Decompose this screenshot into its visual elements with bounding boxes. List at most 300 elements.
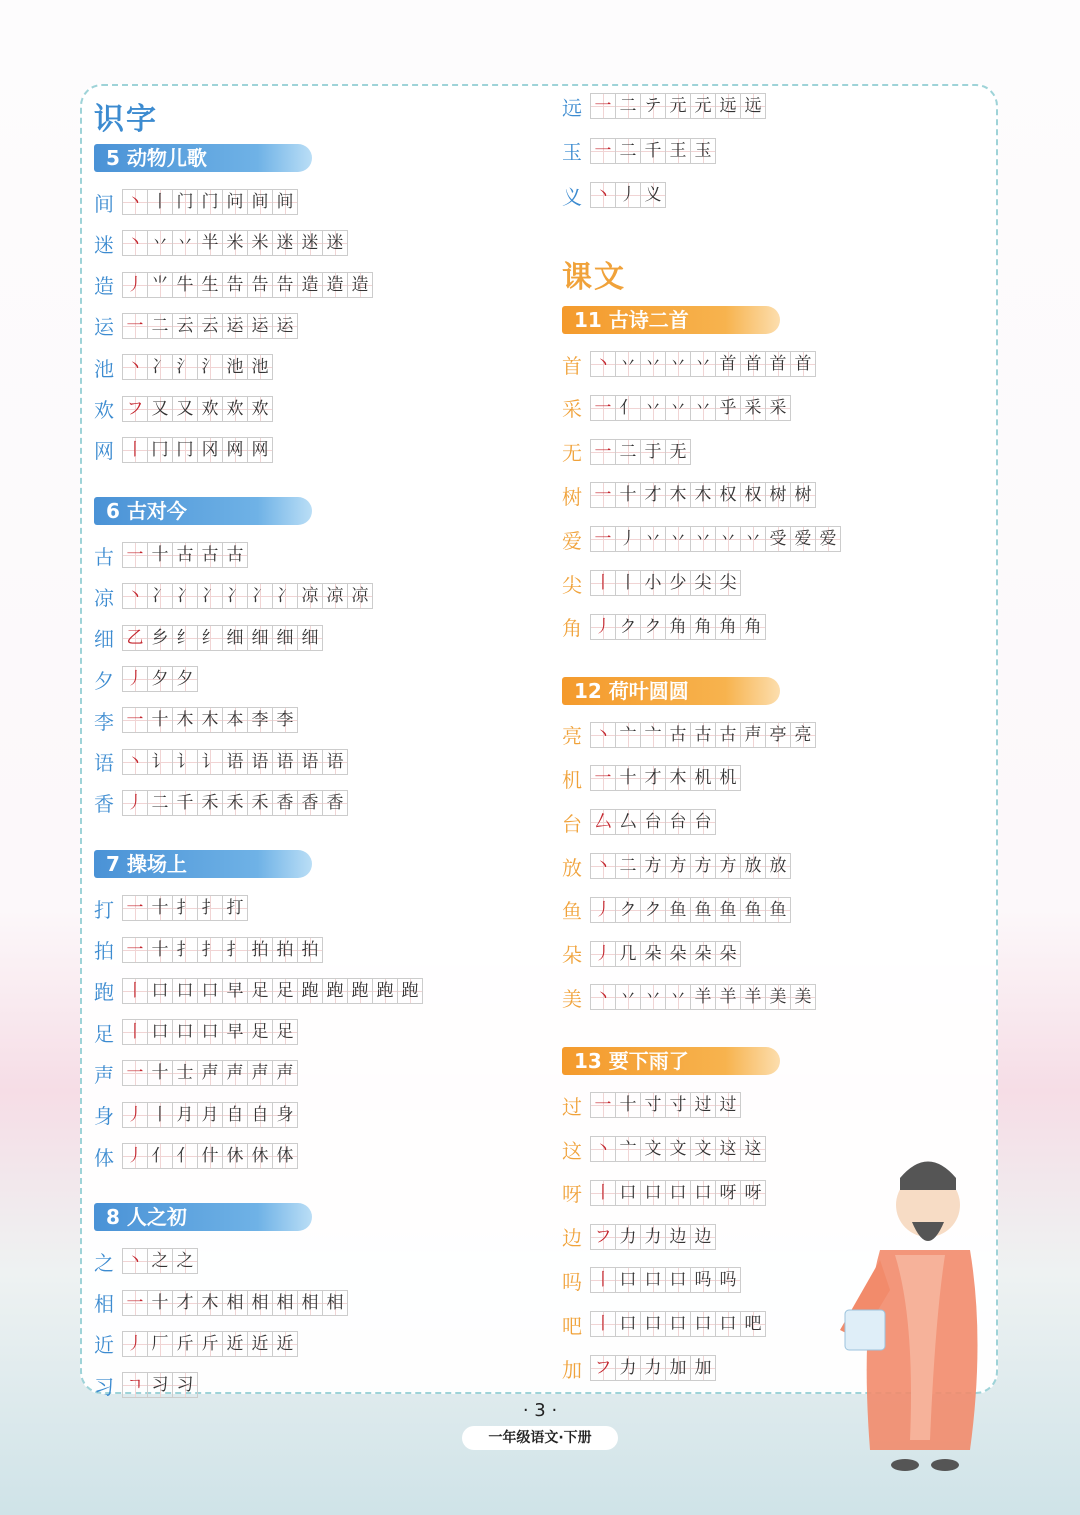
char-label: 呀 [562, 1182, 582, 1207]
stroke-cell: フ [122, 396, 148, 422]
stroke-cell: 丷 [740, 526, 766, 552]
stroke-cell: 丷 [665, 526, 691, 552]
stroke-cell: フ [590, 1224, 616, 1250]
stroke-cell: 朵 [640, 941, 666, 967]
stroke-cell: 口 [147, 1019, 173, 1045]
stroke-cell: 丶 [122, 230, 148, 256]
char-label: 过 [562, 1094, 582, 1119]
stroke-cell: 口 [615, 1311, 641, 1337]
stroke-cell: 元 [690, 93, 716, 119]
stroke-cell: 口 [640, 1311, 666, 1337]
stroke-cell: 古 [665, 722, 691, 748]
stroke-cell: 米 [247, 230, 273, 256]
stroke-cell: 于 [640, 439, 666, 465]
char-label: 台 [562, 811, 582, 836]
stroke-cell: 拍 [247, 937, 273, 963]
stroke-cell: 丨 [147, 189, 173, 215]
char-label: 角 [562, 616, 582, 641]
char-row [558, 1354, 716, 1382]
stroke-cell: 语 [222, 749, 248, 775]
stroke-cell: 力 [615, 1355, 641, 1381]
stroke-cell: 一 [122, 937, 148, 963]
stroke-cell: 远 [715, 93, 741, 119]
stroke-cell: 扌 [222, 937, 248, 963]
lesson-banner: 12 荷叶圆圆 [562, 677, 780, 705]
stroke-cell: 丷 [665, 395, 691, 421]
stroke-cell: 羊 [690, 984, 716, 1010]
char-label: 池 [94, 356, 114, 381]
stroke-cell: 文 [665, 1136, 691, 1162]
stroke-cell: 文 [640, 1136, 666, 1162]
stroke-cell: 二 [615, 138, 641, 164]
stroke-cell: 丷 [640, 984, 666, 1010]
stroke-cell: 权 [740, 482, 766, 508]
char-label: 朵 [562, 943, 582, 968]
stroke-cell: 亻 [172, 1143, 198, 1169]
char-label: 爱 [562, 528, 582, 553]
char-label: 亮 [562, 724, 582, 749]
lesson-banner: 6 古对今 [94, 497, 312, 525]
stroke-cell: 什 [197, 1143, 223, 1169]
stroke-cell: 王 [665, 138, 691, 164]
stroke-cell: 李 [247, 707, 273, 733]
stroke-cell: 月 [197, 1102, 223, 1128]
stroke-cell: 丿 [122, 1331, 148, 1357]
stroke-cell: 鱼 [740, 897, 766, 923]
stroke-cell: 亻 [615, 395, 641, 421]
stroke-cell: 相 [272, 1290, 298, 1316]
stroke-cell: 才 [640, 765, 666, 791]
stroke-cell: 这 [715, 1136, 741, 1162]
stroke-cell: 冫 [172, 583, 198, 609]
stroke-cell: 口 [690, 1311, 716, 1337]
stroke-cell: 十 [147, 1060, 173, 1086]
stroke-cell: 二 [615, 93, 641, 119]
stroke-cell: 木 [665, 765, 691, 791]
stroke-cell: 足 [247, 978, 273, 1004]
stroke-cell: 相 [222, 1290, 248, 1316]
stroke-cell: 之 [147, 1248, 173, 1274]
stroke-cell: 过 [690, 1092, 716, 1118]
char-row [90, 706, 298, 734]
stroke-cell: 池 [247, 354, 273, 380]
stroke-cell: 习 [172, 1372, 198, 1398]
stroke-cell: 语 [272, 749, 298, 775]
char-row [90, 1142, 298, 1170]
stroke-cell: 古 [172, 542, 198, 568]
stroke-cell: 机 [690, 765, 716, 791]
stroke-cell: 扌 [197, 937, 223, 963]
char-label: 加 [562, 1357, 582, 1382]
stroke-cell: 无 [665, 439, 691, 465]
stroke-cell: 亮 [790, 722, 816, 748]
stroke-cell: ㄱ [122, 1372, 148, 1398]
stroke-cell: 声 [222, 1060, 248, 1086]
char-row [90, 894, 248, 922]
stroke-cell: 扌 [172, 895, 198, 921]
char-row [558, 1135, 766, 1163]
char-row [90, 789, 348, 817]
char-row [558, 137, 716, 165]
char-label: 机 [562, 767, 582, 792]
stroke-cell: 自 [222, 1102, 248, 1128]
stroke-cell: 乙 [122, 625, 148, 651]
stroke-cell: 口 [715, 1311, 741, 1337]
stroke-cell: 细 [297, 625, 323, 651]
stroke-cell: 欢 [247, 396, 273, 422]
stroke-cell: 一 [122, 707, 148, 733]
char-label: 之 [94, 1250, 114, 1275]
stroke-cell: 角 [665, 614, 691, 640]
stroke-cell: 本 [222, 707, 248, 733]
stroke-cell: 丿 [122, 1102, 148, 1128]
stroke-cell: 少 [665, 570, 691, 596]
stroke-cell: 羊 [740, 984, 766, 1010]
stroke-cell: 相 [322, 1290, 348, 1316]
stroke-cell: 云 [197, 313, 223, 339]
stroke-cell: 丶 [590, 1136, 616, 1162]
stroke-cell: 香 [272, 790, 298, 816]
stroke-cell: 米 [222, 230, 248, 256]
stroke-cell: 跑 [347, 978, 373, 1004]
stroke-cell: 欢 [222, 396, 248, 422]
char-label: 习 [94, 1374, 114, 1399]
char-row [558, 1091, 741, 1119]
stroke-cell: 远 [740, 93, 766, 119]
section-title-kewen: 课文 [562, 260, 626, 295]
stroke-cell: 力 [615, 1224, 641, 1250]
char-label: 放 [562, 855, 582, 880]
stroke-cell: 方 [715, 853, 741, 879]
char-row [558, 350, 816, 378]
stroke-cell: 呀 [740, 1180, 766, 1206]
stroke-cell: 告 [272, 272, 298, 298]
char-label: 古 [94, 544, 114, 569]
char-row [90, 353, 273, 381]
stroke-cell: 跑 [397, 978, 423, 1004]
stroke-cell: 台 [665, 809, 691, 835]
stroke-cell: 木 [172, 707, 198, 733]
stroke-cell: 丷 [690, 351, 716, 377]
stroke-cell: 口 [615, 1180, 641, 1206]
stroke-cell: 加 [665, 1355, 691, 1381]
stroke-cell: 近 [247, 1331, 273, 1357]
stroke-cell: 丿 [122, 666, 148, 692]
stroke-cell: 夕 [172, 666, 198, 692]
stroke-cell: 一 [122, 542, 148, 568]
stroke-cell: 讠 [172, 749, 198, 775]
stroke-cell: 方 [690, 853, 716, 879]
stroke-cell: 十 [615, 1092, 641, 1118]
stroke-cell: 加 [690, 1355, 716, 1381]
stroke-cell: 一 [122, 895, 148, 921]
stroke-cell: 问 [222, 189, 248, 215]
char-label: 李 [94, 709, 114, 734]
stroke-cell: 又 [172, 396, 198, 422]
stroke-cell: 爱 [790, 526, 816, 552]
char-row [90, 977, 423, 1005]
stroke-cell: 禾 [222, 790, 248, 816]
stroke-cell: 迷 [322, 230, 348, 256]
stroke-cell: 元 [665, 93, 691, 119]
stroke-cell: 口 [172, 1019, 198, 1045]
stroke-cell: 丶 [122, 189, 148, 215]
stroke-cell: 丨 [122, 978, 148, 1004]
stroke-cell: 冈 [197, 437, 223, 463]
lesson-banner: 11 古诗二首 [562, 306, 780, 334]
char-label: 近 [94, 1333, 114, 1358]
stroke-cell: 台 [690, 809, 716, 835]
stroke-cell: 禾 [197, 790, 223, 816]
stroke-cell: 口 [197, 1019, 223, 1045]
stroke-cell: 丷 [640, 395, 666, 421]
stroke-cell: 美 [765, 984, 791, 1010]
char-label: 采 [562, 397, 582, 422]
char-label: 首 [562, 353, 582, 378]
stroke-cell: 厂 [147, 1331, 173, 1357]
char-row [90, 188, 298, 216]
stroke-cell: 冫 [147, 354, 173, 380]
stroke-cell: 丶 [590, 351, 616, 377]
char-row [558, 940, 741, 968]
stroke-cell: 一 [590, 395, 616, 421]
char-row [90, 748, 348, 776]
stroke-cell: 一 [590, 482, 616, 508]
char-row [558, 852, 791, 880]
char-row [90, 229, 348, 257]
char-label: 身 [94, 1104, 114, 1129]
stroke-cell: 丶 [122, 354, 148, 380]
stroke-cell: 乎 [715, 395, 741, 421]
stroke-cell: 跑 [297, 978, 323, 1004]
stroke-cell: 二 [147, 313, 173, 339]
stroke-cell: 丷 [172, 230, 198, 256]
char-label: 吧 [562, 1313, 582, 1338]
stroke-cell: 丷 [690, 395, 716, 421]
stroke-cell: 一 [590, 93, 616, 119]
stroke-cell: 纟 [172, 625, 198, 651]
stroke-cell: 亭 [765, 722, 791, 748]
char-row [90, 1059, 298, 1087]
stroke-cell: 呀 [715, 1180, 741, 1206]
stroke-cell: 边 [665, 1224, 691, 1250]
stroke-cell: 鱼 [715, 897, 741, 923]
stroke-cell: 丨 [122, 437, 148, 463]
char-row [90, 1289, 348, 1317]
stroke-cell: 香 [322, 790, 348, 816]
stroke-cell: 口 [172, 978, 198, 1004]
stroke-cell: 造 [297, 272, 323, 298]
stroke-cell: 冫 [272, 583, 298, 609]
stroke-cell: 木 [690, 482, 716, 508]
stroke-cell: 口 [665, 1180, 691, 1206]
stroke-cell: 厶 [615, 809, 641, 835]
stroke-cell: 采 [740, 395, 766, 421]
stroke-cell: 迷 [297, 230, 323, 256]
char-row [558, 92, 766, 120]
stroke-cell: 十 [147, 1290, 173, 1316]
stroke-cell: 声 [197, 1060, 223, 1086]
stroke-cell: 亠 [615, 1136, 641, 1162]
stroke-cell: 口 [615, 1267, 641, 1293]
stroke-cell: 亻 [147, 1143, 173, 1169]
stroke-cell: 丶 [122, 1248, 148, 1274]
stroke-cell: 拍 [297, 937, 323, 963]
stroke-cell: 力 [640, 1355, 666, 1381]
stroke-cell: 首 [740, 351, 766, 377]
stroke-cell: 一 [590, 439, 616, 465]
stroke-cell: 羊 [715, 984, 741, 1010]
stroke-cell: 放 [765, 853, 791, 879]
stroke-cell: 亠 [640, 722, 666, 748]
stroke-cell: 尖 [715, 570, 741, 596]
stroke-cell: 口 [197, 978, 223, 1004]
stroke-cell: 木 [665, 482, 691, 508]
stroke-cell: 机 [715, 765, 741, 791]
stroke-cell: 古 [222, 542, 248, 568]
char-row [90, 1018, 298, 1046]
stroke-cell: 丷 [147, 230, 173, 256]
stroke-cell: 古 [197, 542, 223, 568]
stroke-cell: 斤 [197, 1331, 223, 1357]
char-label: 美 [562, 986, 582, 1011]
stroke-cell: 过 [715, 1092, 741, 1118]
stroke-cell: 首 [715, 351, 741, 377]
char-row [558, 764, 741, 792]
stroke-cell: 语 [247, 749, 273, 775]
stroke-cell: 丨 [590, 1180, 616, 1206]
stroke-cell: 细 [272, 625, 298, 651]
stroke-cell: 相 [247, 1290, 273, 1316]
stroke-cell: 十 [147, 895, 173, 921]
stroke-cell: 丿 [590, 614, 616, 640]
stroke-cell: 足 [272, 1019, 298, 1045]
char-label: 打 [94, 897, 114, 922]
char-label: 凉 [94, 585, 114, 610]
stroke-cell: 首 [790, 351, 816, 377]
stroke-cell: 冂 [172, 437, 198, 463]
char-row [558, 896, 791, 924]
stroke-cell: 凉 [322, 583, 348, 609]
stroke-cell: 丶 [122, 583, 148, 609]
stroke-cell: 冫 [247, 583, 273, 609]
stroke-cell: 冫 [147, 583, 173, 609]
stroke-cell: 尖 [690, 570, 716, 596]
stroke-cell: 一 [590, 765, 616, 791]
char-row [90, 436, 273, 464]
stroke-cell: 足 [272, 978, 298, 1004]
stroke-cell: 丷 [665, 984, 691, 1010]
stroke-cell: 讠 [147, 749, 173, 775]
stroke-cell: 千 [172, 790, 198, 816]
stroke-cell: 丶 [122, 749, 148, 775]
stroke-cell: 牛 [172, 272, 198, 298]
stroke-cell: 门 [172, 189, 198, 215]
stroke-cell: ク [615, 614, 641, 640]
stroke-cell: テ [640, 93, 666, 119]
stroke-cell: 自 [247, 1102, 273, 1128]
stroke-cell: 角 [715, 614, 741, 640]
stroke-cell: 吗 [715, 1267, 741, 1293]
char-label: 鱼 [562, 899, 582, 924]
stroke-cell: 凉 [297, 583, 323, 609]
char-label: 细 [94, 627, 114, 652]
char-row [90, 395, 273, 423]
char-row [90, 271, 373, 299]
stroke-cell: 造 [347, 272, 373, 298]
stroke-cell: 间 [272, 189, 298, 215]
stroke-cell: 权 [715, 482, 741, 508]
stroke-cell: 文 [690, 1136, 716, 1162]
stroke-cell: 云 [172, 313, 198, 339]
stroke-cell: 一 [590, 138, 616, 164]
char-row [90, 312, 298, 340]
stroke-cell: 放 [740, 853, 766, 879]
stroke-cell: 丨 [590, 570, 616, 596]
stroke-cell: 丷 [640, 526, 666, 552]
stroke-cell: 吗 [690, 1267, 716, 1293]
stroke-cell: 一 [122, 1060, 148, 1086]
stroke-cell: 丿 [590, 897, 616, 923]
stroke-cell: 丶 [590, 182, 616, 208]
stroke-cell: 角 [690, 614, 716, 640]
stroke-cell: 丷 [615, 351, 641, 377]
char-label: 足 [94, 1021, 114, 1046]
stroke-cell: 丿 [122, 790, 148, 816]
stroke-cell: 丷 [690, 526, 716, 552]
char-label: 相 [94, 1292, 114, 1317]
stroke-cell: 丨 [590, 1311, 616, 1337]
stroke-cell: 跑 [372, 978, 398, 1004]
stroke-cell: 丷 [665, 351, 691, 377]
stroke-cell: 造 [322, 272, 348, 298]
char-label: 树 [562, 484, 582, 509]
stroke-cell: 爱 [815, 526, 841, 552]
stroke-cell: 朵 [715, 941, 741, 967]
stroke-cell: 氵 [172, 354, 198, 380]
stroke-cell: 鱼 [765, 897, 791, 923]
char-label: 远 [562, 95, 582, 120]
char-row [90, 541, 248, 569]
stroke-cell: 鱼 [665, 897, 691, 923]
stroke-cell: 池 [222, 354, 248, 380]
stroke-cell: 木 [197, 1290, 223, 1316]
stroke-cell: 冫 [197, 583, 223, 609]
stroke-cell: 朵 [665, 941, 691, 967]
stroke-cell: 网 [247, 437, 273, 463]
stroke-cell: 近 [222, 1331, 248, 1357]
stroke-cell: 寸 [665, 1092, 691, 1118]
stroke-cell: 受 [765, 526, 791, 552]
char-row [558, 481, 816, 509]
stroke-cell: 冂 [147, 437, 173, 463]
char-row [90, 624, 323, 652]
stroke-cell: 鱼 [690, 897, 716, 923]
stroke-cell: 丷 [715, 526, 741, 552]
stroke-cell: 语 [322, 749, 348, 775]
stroke-cell: 口 [640, 1180, 666, 1206]
book-label: 一年级语文·下册 [462, 1426, 618, 1450]
stroke-cell: 丿 [122, 272, 148, 298]
lesson-banner: 13 要下雨了 [562, 1047, 780, 1075]
stroke-cell: 口 [690, 1180, 716, 1206]
stroke-cell: 一 [590, 1092, 616, 1118]
stroke-cell: 树 [790, 482, 816, 508]
stroke-cell: 凉 [347, 583, 373, 609]
stroke-cell: 迷 [272, 230, 298, 256]
stroke-cell: 首 [765, 351, 791, 377]
stroke-cell: 这 [740, 1136, 766, 1162]
